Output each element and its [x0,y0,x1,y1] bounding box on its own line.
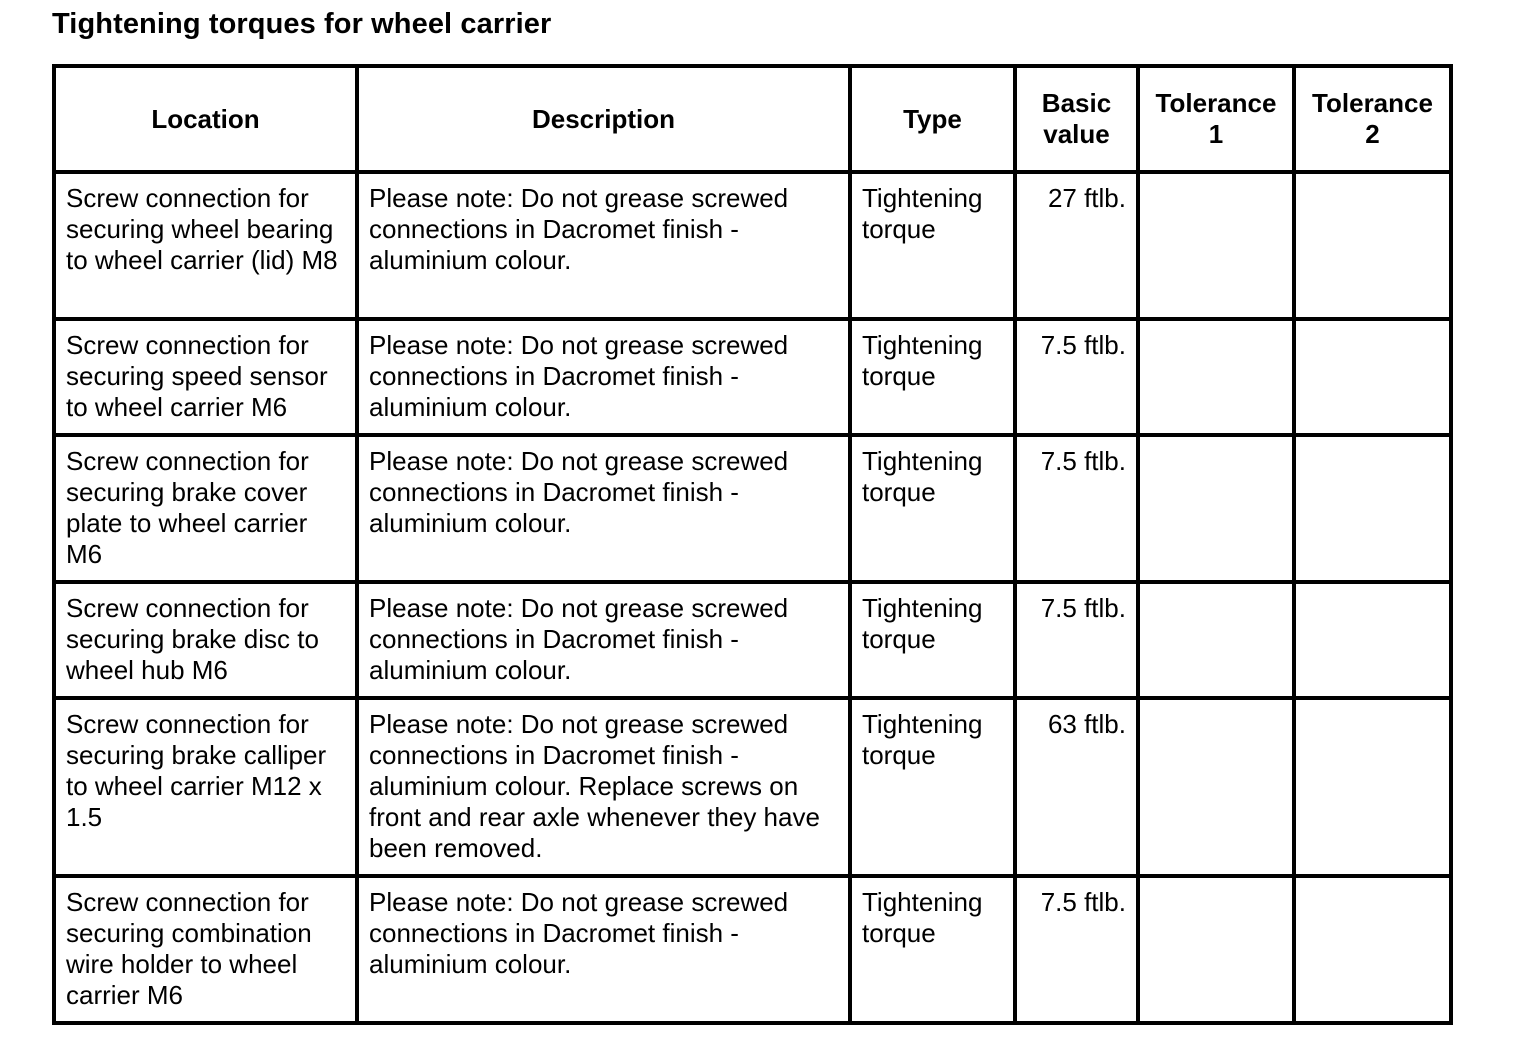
cell-tolerance-2 [1294,582,1451,698]
cell-tolerance-2 [1294,172,1451,319]
cell-type: Tightening torque [850,698,1015,876]
cell-description: Please note: Do not grease screwed connections in Dacromet finish - aluminium colour. [357,582,850,698]
header-row [54,66,1451,172]
cell-tolerance-1 [1138,172,1294,319]
table-row [54,435,1451,582]
cell-tolerance-1 [1138,582,1294,698]
cell-type: Tightening torque [850,876,1015,1023]
cell-description: Please note: Do not grease screwed connections in Dacromet finish - aluminium colour. [357,876,850,1023]
cell-type: Tightening torque [850,582,1015,698]
table-row [54,319,1451,435]
cell-basic-value: 7.5 ftlb. [1015,582,1138,698]
cell-location: Screw connection for securing combination wire holder to wheel carrier M6 [54,876,357,1023]
cell-tolerance-1 [1138,319,1294,435]
cell-description: Please note: Do not grease screwed connections in Dacromet finish - aluminium colour. [357,435,850,582]
table-row [54,876,1451,1023]
cell-location: Screw connection for securing brake disc to wheel hub M6 [54,582,357,698]
torque-table [52,64,1453,1025]
cell-basic-value: 63 ftlb. [1015,698,1138,876]
table-row [54,582,1451,698]
header-basic-value: Basic value [1015,66,1138,172]
cell-type: Tightening torque [850,319,1015,435]
table-row [54,698,1451,876]
cell-description: Please note: Do not grease screwed connections in Dacromet finish - aluminium colour. [357,319,850,435]
header-description: Description [357,66,850,172]
cell-tolerance-2 [1294,698,1451,876]
cell-basic-value: 7.5 ftlb. [1015,876,1138,1023]
header-location: Location [54,66,357,172]
header-type: Type [850,66,1015,172]
cell-type: Tightening torque [850,435,1015,582]
cell-basic-value: 27 ftlb. [1015,172,1138,319]
page-title: Tightening torques for wheel carrier [52,8,552,40]
cell-location: Screw connection for securing wheel bearing to wheel carrier (lid) M8 [54,172,357,319]
cell-description: Please note: Do not grease screwed connections in Dacromet finish - aluminium colour. [357,172,850,319]
cell-tolerance-1 [1138,876,1294,1023]
cell-basic-value: 7.5 ftlb. [1015,435,1138,582]
cell-location: Screw connection for securing speed sensor to wheel carrier M6 [54,319,357,435]
cell-tolerance-2 [1294,435,1451,582]
cell-tolerance-2 [1294,876,1451,1023]
header-tolerance-2: Tolerance 2 [1294,66,1451,172]
cell-tolerance-2 [1294,319,1451,435]
cell-tolerance-1 [1138,435,1294,582]
cell-location: Screw connection for securing brake calliper to wheel carrier M12 x 1.5 [54,698,357,876]
table-row [54,172,1451,319]
cell-description: Please note: Do not grease screwed connections in Dacromet finish - aluminium colour. Replace screws on front and rear axle whenever they have been removed. [357,698,850,876]
header-tolerance-1: Tolerance 1 [1138,66,1294,172]
cell-tolerance-1 [1138,698,1294,876]
cell-type: Tightening torque [850,172,1015,319]
cell-basic-value: 7.5 ftlb. [1015,319,1138,435]
cell-location: Screw connection for securing brake cover plate to wheel carrier M6 [54,435,357,582]
